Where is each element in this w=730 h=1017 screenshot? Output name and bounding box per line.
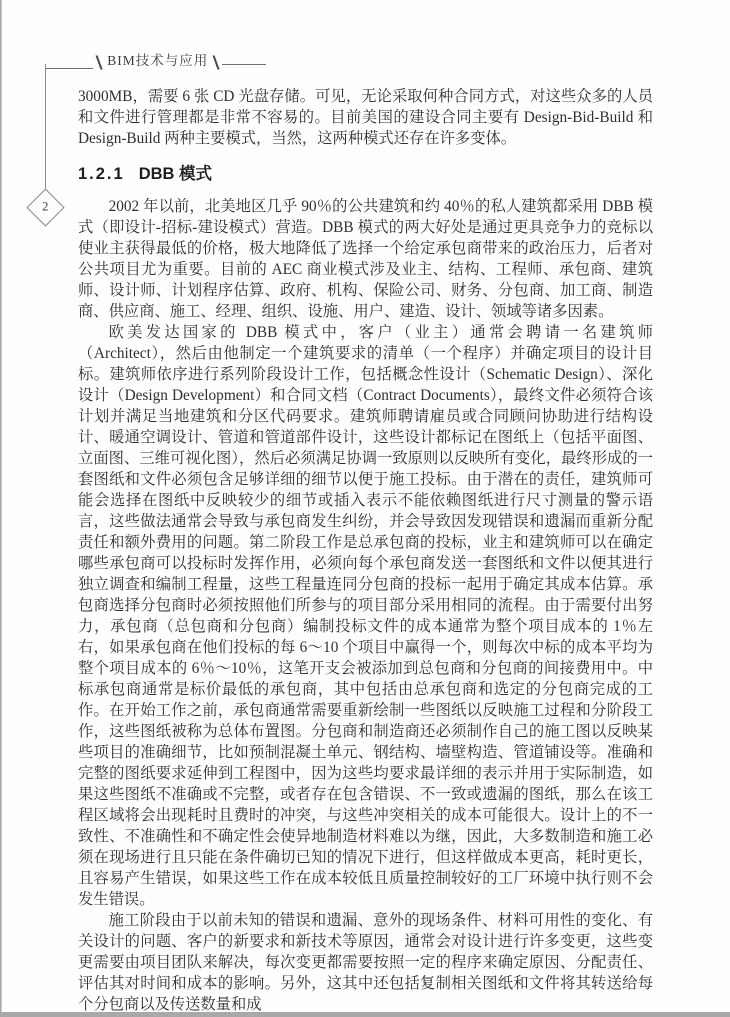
section-heading-title: DBB 模式 [138, 165, 213, 183]
header-title: BIM技术与应用 [107, 53, 209, 68]
section-heading-number: 1.2.1 [78, 165, 125, 183]
paragraph: 欧美发达国家的 DBB 模式中，客户（业主）通常会聘请一名建筑师（Architect），然后由他制定一个建筑要求的清单（一个程序）并确定项目的设计目标。建筑师依序进行系列阶段设计工作，包括概念性设计（Schematic Design）、深化设计（Design Development）和合同文档（Contract Documents），最终文件必须符合该计划并满足当地建筑和分区代码要求。建筑师聘请雇员或合同顾问协助进行结构设计、暖通空调设计、管道和管道部件设计，这些设计都标记在图纸上（包括平面图、立面图、三维可视化图），然后必须满足协调一致原则以反映所有变化，最终形成的一套图纸和文件必须包含足够详细的细节以便于施工投标。由于潜在的责任，建筑师可能会选择在图纸中反映较少的细节或插入表示不能依赖图纸进行尺寸测量的警示语言，这些做法通常会导致与承包商发生纠纷，并会导致因发现错误和遗漏而重新分配责任和额外费用的问题。第二阶段工作是总承包商的投标，业主和建筑师可以在确定哪些承包商可以投标时发挥作用，必须向每个承包商发送一套图纸和文件以便其进行独立调查和编制工程量，这些工程量连同分包商的投标一起用于确定其成本估算。承包商选择分包商时必须按照他们所参与的项目部分采用相同的流程。由于需要付出努力，承包商（总包商和分包商）编制投标文件的成本通常为整个项目成本的 1％左右，如果承包商在他们投标的每 6～10 个项目中赢得一个，则每次中标的成本平均为整个项目成本的 6％～10％，这笔开支会被添加到总包商和分包商的间接费用中。中标承包商通常是标价最低的承包商，其中包括由总承包商和选定的分包商完成的工作。在开始工作之前，承包商通常需要重新绘制一些图纸以反映施工过程和分阶段工作，这些图纸被称为总体布置图。分包商和制造商还必须制作自己的施工图以反映某些项目的准确细节，比如预制混凝土单元、钢结构、墙壁构造、管道铺设等。准确和完整的图纸要求延伸到工程图中，因为这些均要求最详细的表示并用于实际制造，如果这些图纸不准确或不完整，或者存在包含错误、不一致或遗漏的图纸，那么在该工程区域将会出现耗时且费时的冲突，与这些冲突相关的成本可能很大。设计上的不一致性、不准确性和不确定性会使异地制造材料难以为继，因此，大多数制造和施工必须在现场进行且只能在条件确切已知的情况下进行，但这样做成本更高，耗时更长，且容易产生错误，如果这些工作在成本较低且质量控制较好的工厂环境中执行则不会发生错误。 [78, 324, 653, 908]
section-heading [78, 163, 653, 185]
margin-connector-line [45, 64, 46, 194]
body-text-column [78, 86, 653, 1015]
backslash-ornament-left: \ [95, 53, 103, 73]
page-number: 2 [42, 200, 49, 214]
header-rule-right [222, 64, 266, 65]
header-rule-left [45, 68, 93, 69]
page-left-scan-edge [0, 0, 2, 1017]
paragraph-continuation: 3000MB，需要 6 张 CD 光盘存储。可见，无论采取何种合同方式，对这些众多的人员和文件进行管理都是非常不容易的。目前美国的建设合同主要有 Design-Bid-Build 和 Design-Build 两种主要模式，当然，这两种模式还存在许多变体。 [78, 88, 653, 147]
paragraph: 施工阶段由于以前未知的错误和遗漏、意外的现场条件、材料可用性的变化、有关设计的问题、客户的新要求和新技术等原因，通常会对设计进行许多变更，这些变更需要由项目团队来解决，每次变更都需要按照一定的程序来确定原因、分配责任、评估其对时间和成本的影响。另外，这其中还包括复制相关图纸和文件将其转送给每个分包商以及传送数量和成 [78, 912, 653, 1013]
paragraph: 2002 年以前，北美地区几乎 90％的公共建筑和约 40％的私人建筑都采用 DBB 模式（即设计-招标-建设模式）营造。DBB 模式的两大好处是通过更具竞争力的竞标以使业主获得最低的价格，极大地降低了选择一个给定承包商带来的政治压力，后者对公共项目尤为重要。目前的 AEC 商业模式涉及业主、结构、工程师、承包商、建筑师、设计师、计划程序估算、政府、机构、保险公司、财务、分包商、加工商、制造商、供应商、施工、经理、组织、设施、用户、建造、设计、领域等诸多因素。 [78, 198, 653, 320]
backslash-ornament-right: \ [212, 53, 220, 73]
page-number-diamond [26, 188, 64, 226]
page-header [45, 48, 266, 72]
